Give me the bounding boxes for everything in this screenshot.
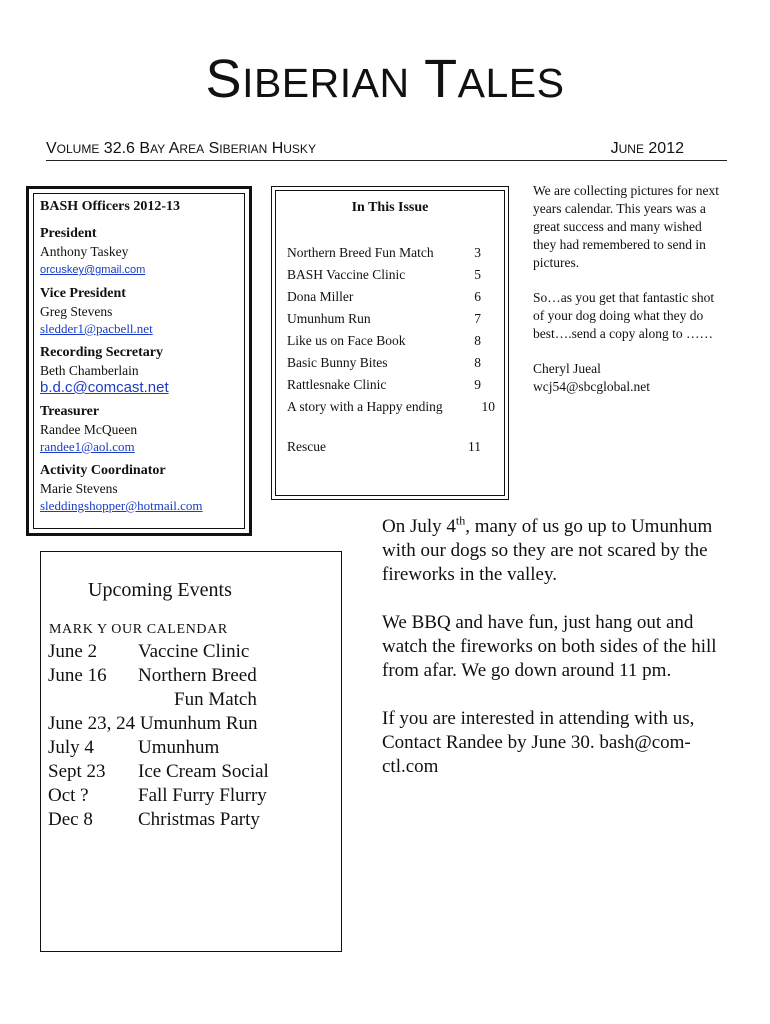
toc-page: 10 [481,399,495,414]
table-of-contents [287,242,495,458]
event-row [48,784,338,808]
toc-item[interactable]: Rescue 11 [287,436,487,458]
officer-activity-coordinator [40,462,250,515]
issue-subheader [46,140,726,160]
event-name: Northern Breed [138,665,257,686]
event-row [48,688,338,712]
toc-page: 3 [474,245,481,260]
umunhum-article [382,515,727,803]
toc-page: 7 [474,311,481,326]
officers-box [26,186,252,536]
event-date: June 16 [48,665,107,686]
event-date: Oct ? [48,785,89,806]
officer-recording-secretary [40,344,250,397]
toc-item[interactable]: Basic Bunny Bites 8 [287,352,487,374]
note-paragraph: We are collecting pictures for next years calendar. This years was a great success and many wished they had remembered to send in pictures. [533,183,719,270]
issue-date: JUNE 2012 [610,140,684,157]
article-paragraph: If you are interested in attending with us, Contact Randee by June 30. bash@com-ctl.com [382,708,695,777]
event-name: Fun Match [174,689,257,710]
officer-name: Beth Chamberlain [40,363,139,378]
note-contact-name: Cheryl Jueal [533,361,601,376]
newsletter-title: SIBERIAN TALES [205,49,565,109]
officer-role: Vice President [40,286,126,301]
officers-title: BASH Officers 2012-13 [40,199,180,214]
officer-role: Activity Coordinator [40,463,166,478]
toc-item[interactable]: Rattlesnake Clinic 9 [287,374,487,396]
officer-vice-president [40,285,250,338]
article-paragraph: We BBQ and have fun, just hang out and watch the fireworks on both sides of the hill from afar. We go down around 11 pm. [382,612,717,681]
event-row [48,712,338,736]
event-name: Fall Furry Flurry [138,785,267,806]
officer-email-link[interactable]: sleddingshopper@hotmail.com [40,498,203,513]
event-row [48,640,338,664]
event-row [48,808,338,832]
officer-email-link[interactable]: randee1@aol.com [40,439,135,454]
note-contact-email: wcj54@sbcglobal.net [533,379,651,394]
note-paragraph: So…as you get that fantastic shot of your dog doing what they do best….send a copy along to …… [533,290,715,341]
officer-name: Marie Stevens [40,481,118,496]
toc-page: 8 [474,333,481,348]
toc-item[interactable]: Northern Breed Fun Match 3 [287,242,487,264]
officer-name: Greg Stevens [40,304,113,319]
officer-role: Recording Secretary [40,345,163,360]
event-date: June 2 [48,641,98,662]
officer-email-link[interactable]: b.d.c@comcast.net [40,379,169,396]
toc-page: 6 [474,289,481,304]
toc-item[interactable]: Umunhum Run 7 [287,308,487,330]
officer-email-link[interactable]: sledder1@pacbell.net [40,321,153,336]
toc-page: 8 [474,355,481,370]
events-heading: Upcoming Events [88,579,232,601]
officer-name: Randee McQueen [40,422,138,437]
in-this-issue-title: In This Issue [351,200,429,215]
officer-role: President [40,226,97,241]
event-date: June 23, 24 Umunhum Run [48,713,258,734]
officer-name: Anthony Taskey [40,244,129,259]
event-row [48,736,338,760]
event-name: Christmas Party [138,809,260,830]
toc-item[interactable]: A story with a Happy ending 10 [287,396,487,418]
event-date: July 4 [48,737,94,758]
calendar-note [533,182,723,396]
event-name: Ice Cream Social [138,761,269,782]
toc-page: 11 [468,439,481,454]
event-date: Sept 23 [48,761,106,782]
event-date: Dec 8 [48,809,93,830]
event-name: Umunhum [138,737,220,758]
header-rule [46,160,727,161]
event-name: Vaccine Clinic [138,641,250,662]
upcoming-events-box [40,551,342,952]
events-list [48,640,338,832]
officer-treasurer [40,403,250,456]
toc-item[interactable]: Dona Miller 6 [287,286,487,308]
mark-calendar-label: MARK Y OUR CALENDAR [49,622,228,637]
officer-email-link[interactable]: orcuskey@gmail.com [40,264,146,276]
event-row [48,664,338,688]
toc-item[interactable]: BASH Vaccine Clinic 5 [287,264,487,286]
toc-page: 5 [474,267,481,282]
event-row [48,760,338,784]
volume-line: VOLUME 32.6 BAY AREA SIBERIAN HUSKY [46,140,316,157]
article-paragraph: On July 4th, many of us go up to Umunhum with our dogs so they are not scared by the fireworks in the valley. [382,513,713,585]
toc-page: 9 [474,377,481,392]
officer-role: Treasurer [40,404,100,419]
toc-item[interactable]: Like us on Face Book 8 [287,330,487,352]
in-this-issue-box [275,190,505,496]
officer-president [40,225,250,279]
